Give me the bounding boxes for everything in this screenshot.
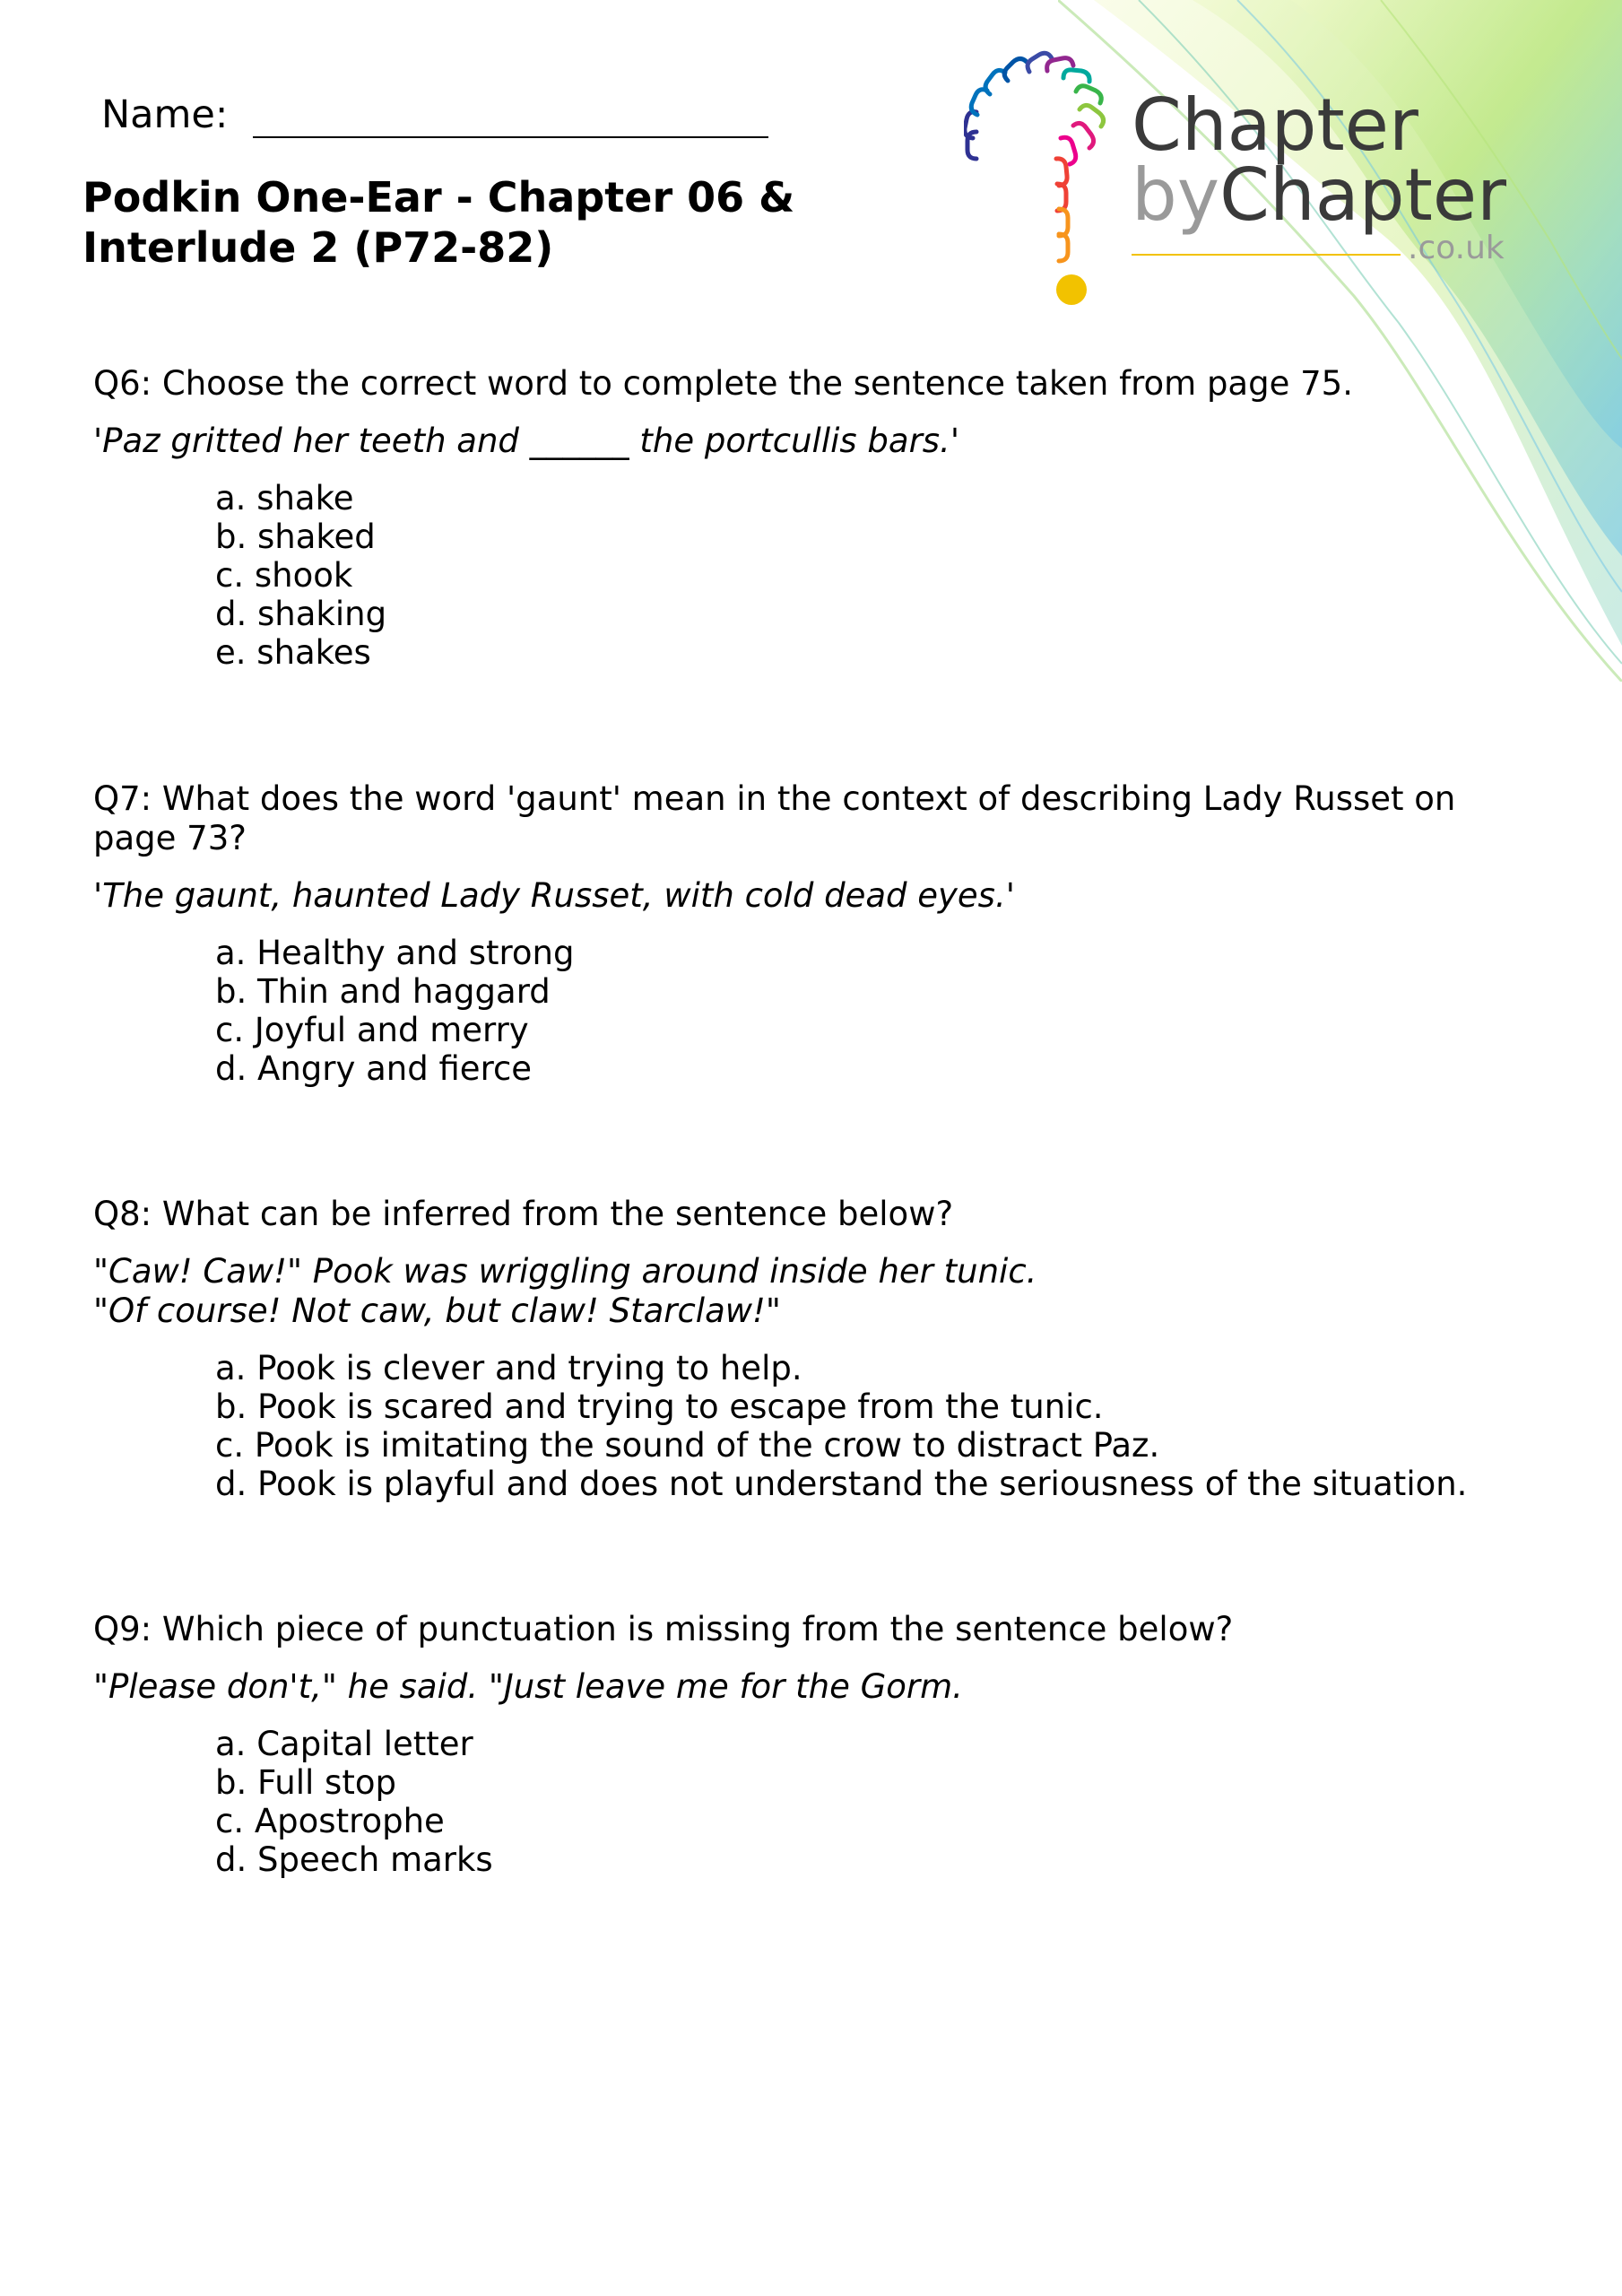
- logo-word-by: by: [1132, 153, 1220, 237]
- name-label: Name:: [101, 92, 229, 137]
- answer-options: [93, 934, 1546, 1088]
- question-7: [93, 779, 1546, 1088]
- question-prompt: Q9: Which piece of punctuation is missing from the sentence below?: [93, 1610, 1234, 1648]
- answer-option-d[interactable]: d. Speech marks: [215, 1840, 493, 1879]
- answer-option-b[interactable]: b. shaked: [215, 517, 376, 556]
- answer-option-a[interactable]: a. Healthy and strong: [215, 934, 575, 972]
- question-8: [93, 1195, 1546, 1503]
- question-quote: [93, 1667, 1546, 1707]
- worksheet-title: Podkin One-Ear - Chapter 06 & Interlude 2 (P72-82): [82, 173, 795, 272]
- question-quote: [93, 876, 1546, 916]
- logo-book-arc-icon: [964, 49, 1116, 309]
- answer-options: [93, 479, 1546, 672]
- answer-option-d[interactable]: d. Pook is playful and does not understand the seriousness of the situation.: [215, 1465, 1468, 1503]
- answer-option-a[interactable]: a. shake: [215, 479, 354, 517]
- quote-line: 'Paz gritted her teeth and ______ the portcullis bars.': [93, 422, 959, 460]
- question-6: [93, 364, 1546, 672]
- quote-line: 'The gaunt, haunted Lady Russet, with cold dead eyes.': [93, 876, 1015, 915]
- name-field-line[interactable]: [253, 136, 768, 138]
- question-prompt: Q7: What does the word 'gaunt' mean in the context of describing Lady Russet on page 73?: [93, 779, 1456, 857]
- logo-word-chapter: Chapter: [1132, 83, 1418, 167]
- logo-word-chapter-2: Chapter: [1219, 153, 1506, 237]
- answer-option-b[interactable]: b. Full stop: [215, 1763, 396, 1802]
- logo-line-by-chapter: [1132, 153, 1506, 237]
- answer-option-c[interactable]: c. Apostrophe: [215, 1802, 445, 1840]
- logo-domain: .co.uk: [1408, 230, 1505, 266]
- chapter-by-chapter-logo: [1132, 83, 1544, 278]
- answer-option-b[interactable]: b. Thin and haggard: [215, 972, 551, 1011]
- question-prompt: Q6: Choose the correct word to complete the sentence taken from page 75.: [93, 364, 1353, 403]
- answer-option-d[interactable]: d. Angry and fierce: [215, 1049, 533, 1088]
- question-9: [93, 1610, 1546, 1879]
- answer-option-d[interactable]: d. shaking: [215, 595, 387, 633]
- answer-option-c[interactable]: c. Pook is imitating the sound of the crow to distract Paz.: [215, 1426, 1160, 1465]
- answer-option-e[interactable]: e. shakes: [215, 633, 371, 672]
- question-quote: [93, 1252, 1546, 1331]
- question-quote: [93, 422, 1546, 461]
- quote-line: "Please don't," he said. "Just leave me for the Gorm.: [93, 1667, 963, 1706]
- answer-option-a[interactable]: a. Pook is clever and trying to help.: [215, 1349, 802, 1387]
- quote-line: "Of course! Not caw, but claw! Starclaw!": [93, 1292, 781, 1330]
- answer-option-a[interactable]: a. Capital letter: [215, 1725, 473, 1763]
- answer-option-c[interactable]: c. shook: [215, 556, 353, 595]
- question-prompt: Q8: What can be inferred from the sentence below?: [93, 1195, 954, 1233]
- answer-option-b[interactable]: b. Pook is scared and trying to escape from the tunic.: [215, 1387, 1104, 1426]
- quote-line: "Caw! Caw!" Pook was wriggling around inside her tunic.: [93, 1252, 1037, 1291]
- answer-options: [93, 1349, 1546, 1503]
- answer-options: [93, 1725, 1546, 1879]
- logo-underline: [1132, 254, 1401, 256]
- answer-option-c[interactable]: c. Joyful and merry: [215, 1011, 529, 1049]
